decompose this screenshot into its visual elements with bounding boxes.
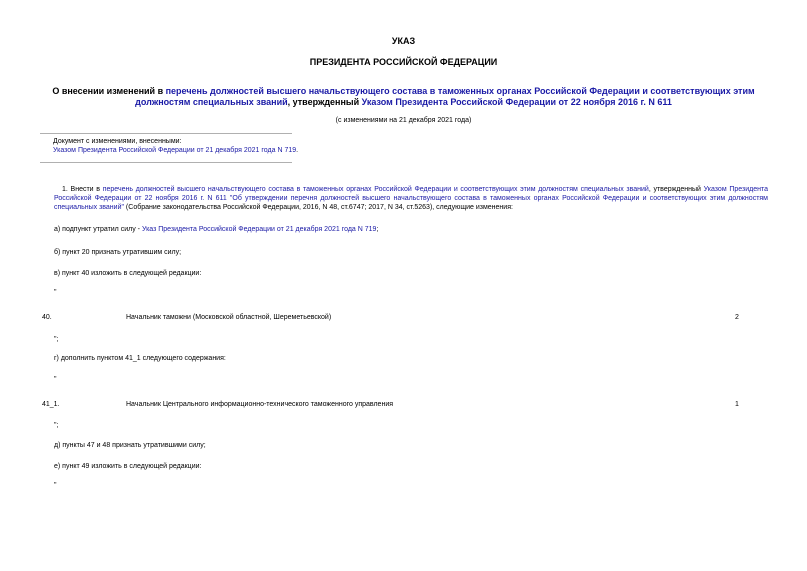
revision-note: (с изменениями на 21 декабря 2021 года): [335, 117, 472, 124]
changes-link-decree-719[interactable]: Указом Президента Российской Федерации от 21 декабря 2021 года N 719: [53, 147, 297, 154]
changes-label: Документ с изменениями, внесенными:: [53, 138, 182, 145]
item-d: д) пункты 47 и 48 признать утратившими силу;: [54, 442, 206, 449]
quote-open-3: ": [54, 482, 57, 489]
title-prefix: О внесении изменений в: [52, 86, 166, 96]
paragraph-1-start: 1. Внести в: [62, 186, 103, 193]
decree-heading: УКАЗ: [391, 36, 416, 46]
row-41-1-number: 41_1.: [42, 401, 60, 408]
row-41-1-rank: 1: [735, 401, 739, 408]
changes-top-divider: [40, 133, 292, 134]
row-40-position: Начальник таможни (Московской областной, Шереметьевской): [126, 314, 332, 321]
item-e: е) пункт 49 изложить в следующей редакции:: [54, 463, 202, 470]
paragraph-1-link-decree-611[interactable]: Указом Президента Российской Федерации от 22 ноября 2016 г. N 611 "Об утверждении перечня должностей высшего начальствующего состава в таможенных органах Российской Федерации и соответствующих этим должностям специальных званий": [54, 186, 768, 211]
changes-bottom-divider: [40, 162, 292, 163]
item-v: в) пункт 40 изложить в следующей редакции:: [54, 270, 202, 277]
quote-close-2: ";: [54, 422, 59, 429]
quote-close-1: ";: [54, 336, 59, 343]
row-41-1-position: Начальник Центрального информационно-технического таможенного управления: [126, 401, 394, 408]
quote-open-2: ": [54, 376, 57, 383]
paragraph-1: [54, 185, 768, 212]
document-title: [50, 86, 757, 108]
paragraph-1-link-list[interactable]: перечень должностей высшего начальствующего состава в таможенных органах Российской Федерации и соответствующих этим должностям специальных званий: [102, 186, 649, 193]
title-link-decree-611[interactable]: Указом Президента Российской Федерации от 22 ноября 2016 г. N 611: [361, 97, 672, 107]
item-a-text: а) подпункт утратил силу -: [54, 226, 142, 233]
item-a: [54, 226, 378, 233]
item-g: г) дополнить пунктом 41_1 следующего содержания:: [54, 355, 226, 362]
paragraph-1-mid: , утвержденный: [648, 186, 704, 193]
paragraph-1-end: (Собрание законодательства Российской Федерации, 2016, N 48, ст.6747; 2017, N 34, ст.5263), следующие изменения:: [123, 204, 513, 211]
quote-open-1: ": [54, 289, 57, 296]
row-40-rank: 2: [735, 314, 739, 321]
row-40-number: 40.: [42, 314, 52, 321]
changes-line: [53, 146, 298, 155]
changes-tail: .: [296, 147, 299, 154]
item-b: б) пункт 20 признать утратившим силу;: [54, 249, 182, 256]
item-a-tail: ;: [376, 226, 379, 233]
title-middle: , утвержденный: [287, 97, 362, 107]
item-a-link-decree-719[interactable]: Указ Президента Российской Федерации от 21 декабря 2021 года N 719: [141, 226, 377, 233]
decree-issuer: ПРЕЗИДЕНТА РОССИЙСКОЙ ФЕДЕРАЦИИ: [309, 57, 498, 67]
title-link-list[interactable]: перечень должностей высшего начальствующего состава в таможенных органах Российской Федерации и соответствующих этим должностям специальных званий: [135, 86, 755, 107]
